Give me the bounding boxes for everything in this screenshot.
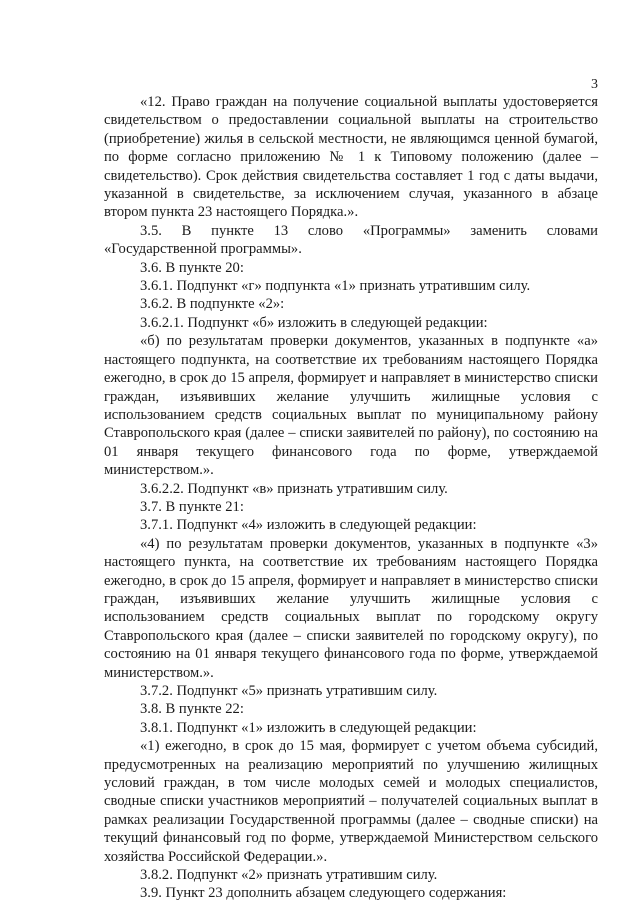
paragraph-3-6-2-1: 3.6.2.1. Подпункт «б» изложить в следующей редакции: (140, 314, 488, 331)
paragraph-3-6: 3.6. В пункте 20: (140, 259, 244, 276)
document-body (104, 93, 598, 903)
paragraph-3-8-2: 3.8.2. Подпункт «2» признать утратившим силу. (140, 867, 438, 884)
paragraph-3-6-2: 3.6.2. В подпункте «2»: (140, 296, 285, 313)
paragraph-3-8: 3.8. В пункте 22: (140, 701, 244, 718)
paragraph-3-7: 3.7. В пункте 21: (140, 498, 244, 515)
paragraph-3-9: 3.9. Пункт 23 дополнить абзацем следующего содержания: (140, 885, 507, 902)
paragraph-3-7-2: 3.7.2. Подпункт «5» признать утратившим силу. (140, 683, 438, 699)
paragraph-subitem-4-text: «4) по результатам проверки документов, указанных в подпункте «3» настоящего пункта, на соответствие их требованиям настоящего Порядка ежегодно, в срок до 15 апреля, формирует и направляет в министерство списки граждан, изъявивших желание улучшить жилищные условия с использованием средств социальных выплат по городскому округу Ставропольского края (далее – списки заявителей по городскому округу), по состоянию на 01 января текущего финансового года по форме, утверждаемой министерством.». (104, 535, 598, 681)
paragraph-3-5: 3.5. В пункте 13 слово «Программы» заменить словами «Государственной программы». (104, 222, 598, 258)
paragraph-3-8-1: 3.8.1. Подпункт «1» изложить в следующей редакции: (140, 719, 477, 736)
paragraph-3-6-1: 3.6.1. Подпункт «г» подпункта «1» признать утратившим силу. (140, 278, 531, 295)
paragraph-3-7-1: 3.7.1. Подпункт «4» изложить в следующей редакции: (140, 517, 477, 534)
paragraph-subitem-1-text: «1) ежегодно, в срок до 15 мая, формирует с учетом объема субсидий, предусмотренных на реализацию мероприятий по улучшению жилищных условий граждан, в том числе молодых семей и молодых специалистов, сводные списки участников мероприятий – получателей социальных выплат в рамках реализации Государственной программы (далее – сводные списки) на текущий финансовый год по форме, утверждаемой Министерством сельского хозяйства Российской Федерации.». (104, 738, 598, 865)
paragraph-amendment-item-12: «12. Право граждан на получение социальной выплаты удостоверяется свидетельством о предоставлении социальной выплаты на строительство (приобретение) жилья в сельской местности, не являющимся ценной бумагой, по форме согласно приложению № 1 к Типовому положению (далее – свидетельство). Срок действия свидетельства составляет 1 год с даты выдачи, указанной в свидетельстве, за исключением случая, указанного в абзаце втором пункта 23 настоящего Порядка.». (104, 94, 598, 221)
page-number: 3 (591, 77, 598, 92)
paragraph-subitem-b-text: «б) по результатам проверки документов, указанных в подпункте «а» настоящего подпункта, на соответствие их требованиям настоящего Порядка ежегодно, в срок до 15 апреля, формирует и направляет в министерство списки граждан, изъявивших желание улучшить жилищные условия с использованием средств социальных выплат по муниципальному району Ставропольского края (далее – списки заявителей по району), по состоянию на 01 января текущего финансового года по форме, утверждаемой министерством.». (104, 333, 598, 479)
paragraph-3-6-2-2: 3.6.2.2. Подпункт «в» признать утратившим силу. (140, 480, 448, 497)
